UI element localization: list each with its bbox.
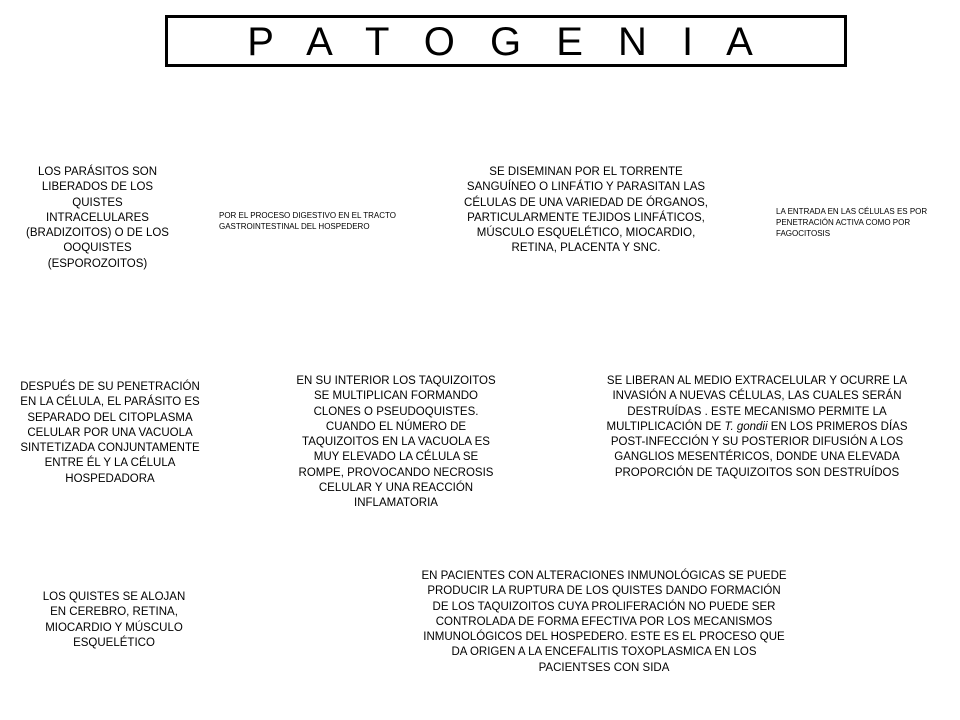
text-block-digestive-process: POR EL PROCESO DIGESTIVO EN EL TRACTO GASTROINTESTINAL DEL HOSPEDERO: [219, 211, 396, 231]
text-block-dissemination: SE DISEMINAN POR EL TORRENTE SANGUÍNEO O LINFÁTIO Y PARASITAN LAS CÉLULAS DE UNA VARIEDAD DE ÓRGANOS, PARTICULARMENTE TEJIDOS LINFÁTICOS, MÚSCULO ESQUELÉTICO, MIOCARDIO, RETINA, PLACENTA Y SNC.: [464, 166, 708, 255]
text-block-extracellular-release-start: SE LIBERAN AL MEDIO EXTRACELULAR Y OCURRE LA INVASIÓN A NUEVAS CÉLULAS, LAS CUALES SERÁN DESTRUÍDAS . ESTE MECANISMO PERMITE LA MULTIPLICACIÓN DE: [606, 375, 908, 433]
text-block-cyst-location: LOS QUISTES SE ALOJAN EN CEREBRO, RETINA, MIOCARDIO Y MÚSCULO ESQUELÉTICO: [42, 591, 186, 649]
text-block-vacuole: DESPUÉS DE SU PENETRACIÓN EN LA CÉLULA, EL PARÁSITO ES SEPARADO DEL CITOPLASMA CELULAR POR UNA VACUOLA SINTETIZADA CONJUNTAMENTE ENTRE ÉL Y LA CÉLULA HOSPEDADORA: [20, 381, 200, 485]
page-title: P A T O G E N I A: [247, 19, 765, 64]
text-block-cell-entry: LA ENTRADA EN LAS CÉLULAS ES POR PENETRACIÓN ACTIVA COMO POR FAGOCITOSIS: [776, 207, 928, 238]
text-block-extracellular-release: [598, 374, 916, 481]
text-block-tachyzoites-multiply: EN SU INTERIOR LOS TAQUIZOITOS SE MULTIPLICAN FORMANDO CLONES O PSEUDOQUISTES. CUANDO EL NÚMERO DE TAQUIZOITOS EN LA VACUOLA ES MUY ELEVADO LA CÉLULA SE ROMPE, PROVOCANDO NECROSIS CELULAR Y UNA REACCIÓN INFLAMATORIA: [296, 375, 496, 510]
title-box: [165, 15, 847, 67]
text-block-parasites-released: LOS PARÁSITOS SON LIBERADOS DE LOS QUISTES INTRACELULARES (BRADIZOITOS) O DE LOS OOQUISTES (ESPOROZOITOS): [26, 166, 169, 270]
species-name: T. gondii: [724, 420, 768, 433]
text-block-extracellular-release-end: EN LOS PRIMEROS DÍAS POST-INFECCIÓN Y SU POSTERIOR DIFUSIÓN A LOS GANGLIOS MESENTÉRICOS, DONDE UNA ELEVADA PROPORCIÓN DE TAQUIZOITOS SON DESTRUÍDOS: [610, 420, 908, 479]
text-block-immunocompromised: EN PACIENTES CON ALTERACIONES INMUNOLÓGICAS SE PUEDE PRODUCIR LA RUPTURA DE LOS QUISTES DANDO FORMACIÓN DE LOS TAQUIZOITOS CUYA PROLIFERACIÓN NO PUEDE SER CONTROLADA DE FORMA EFECTIVA POR LOS MECANISMOS INMUNOLÓGICOS DEL HOSPEDERO. ESTE ES EL PROCESO QUE DA ORIGEN A LA ENCEFALITIS TOXOPLASMICA EN LOS PACIENTSES CON SIDA: [421, 570, 787, 674]
